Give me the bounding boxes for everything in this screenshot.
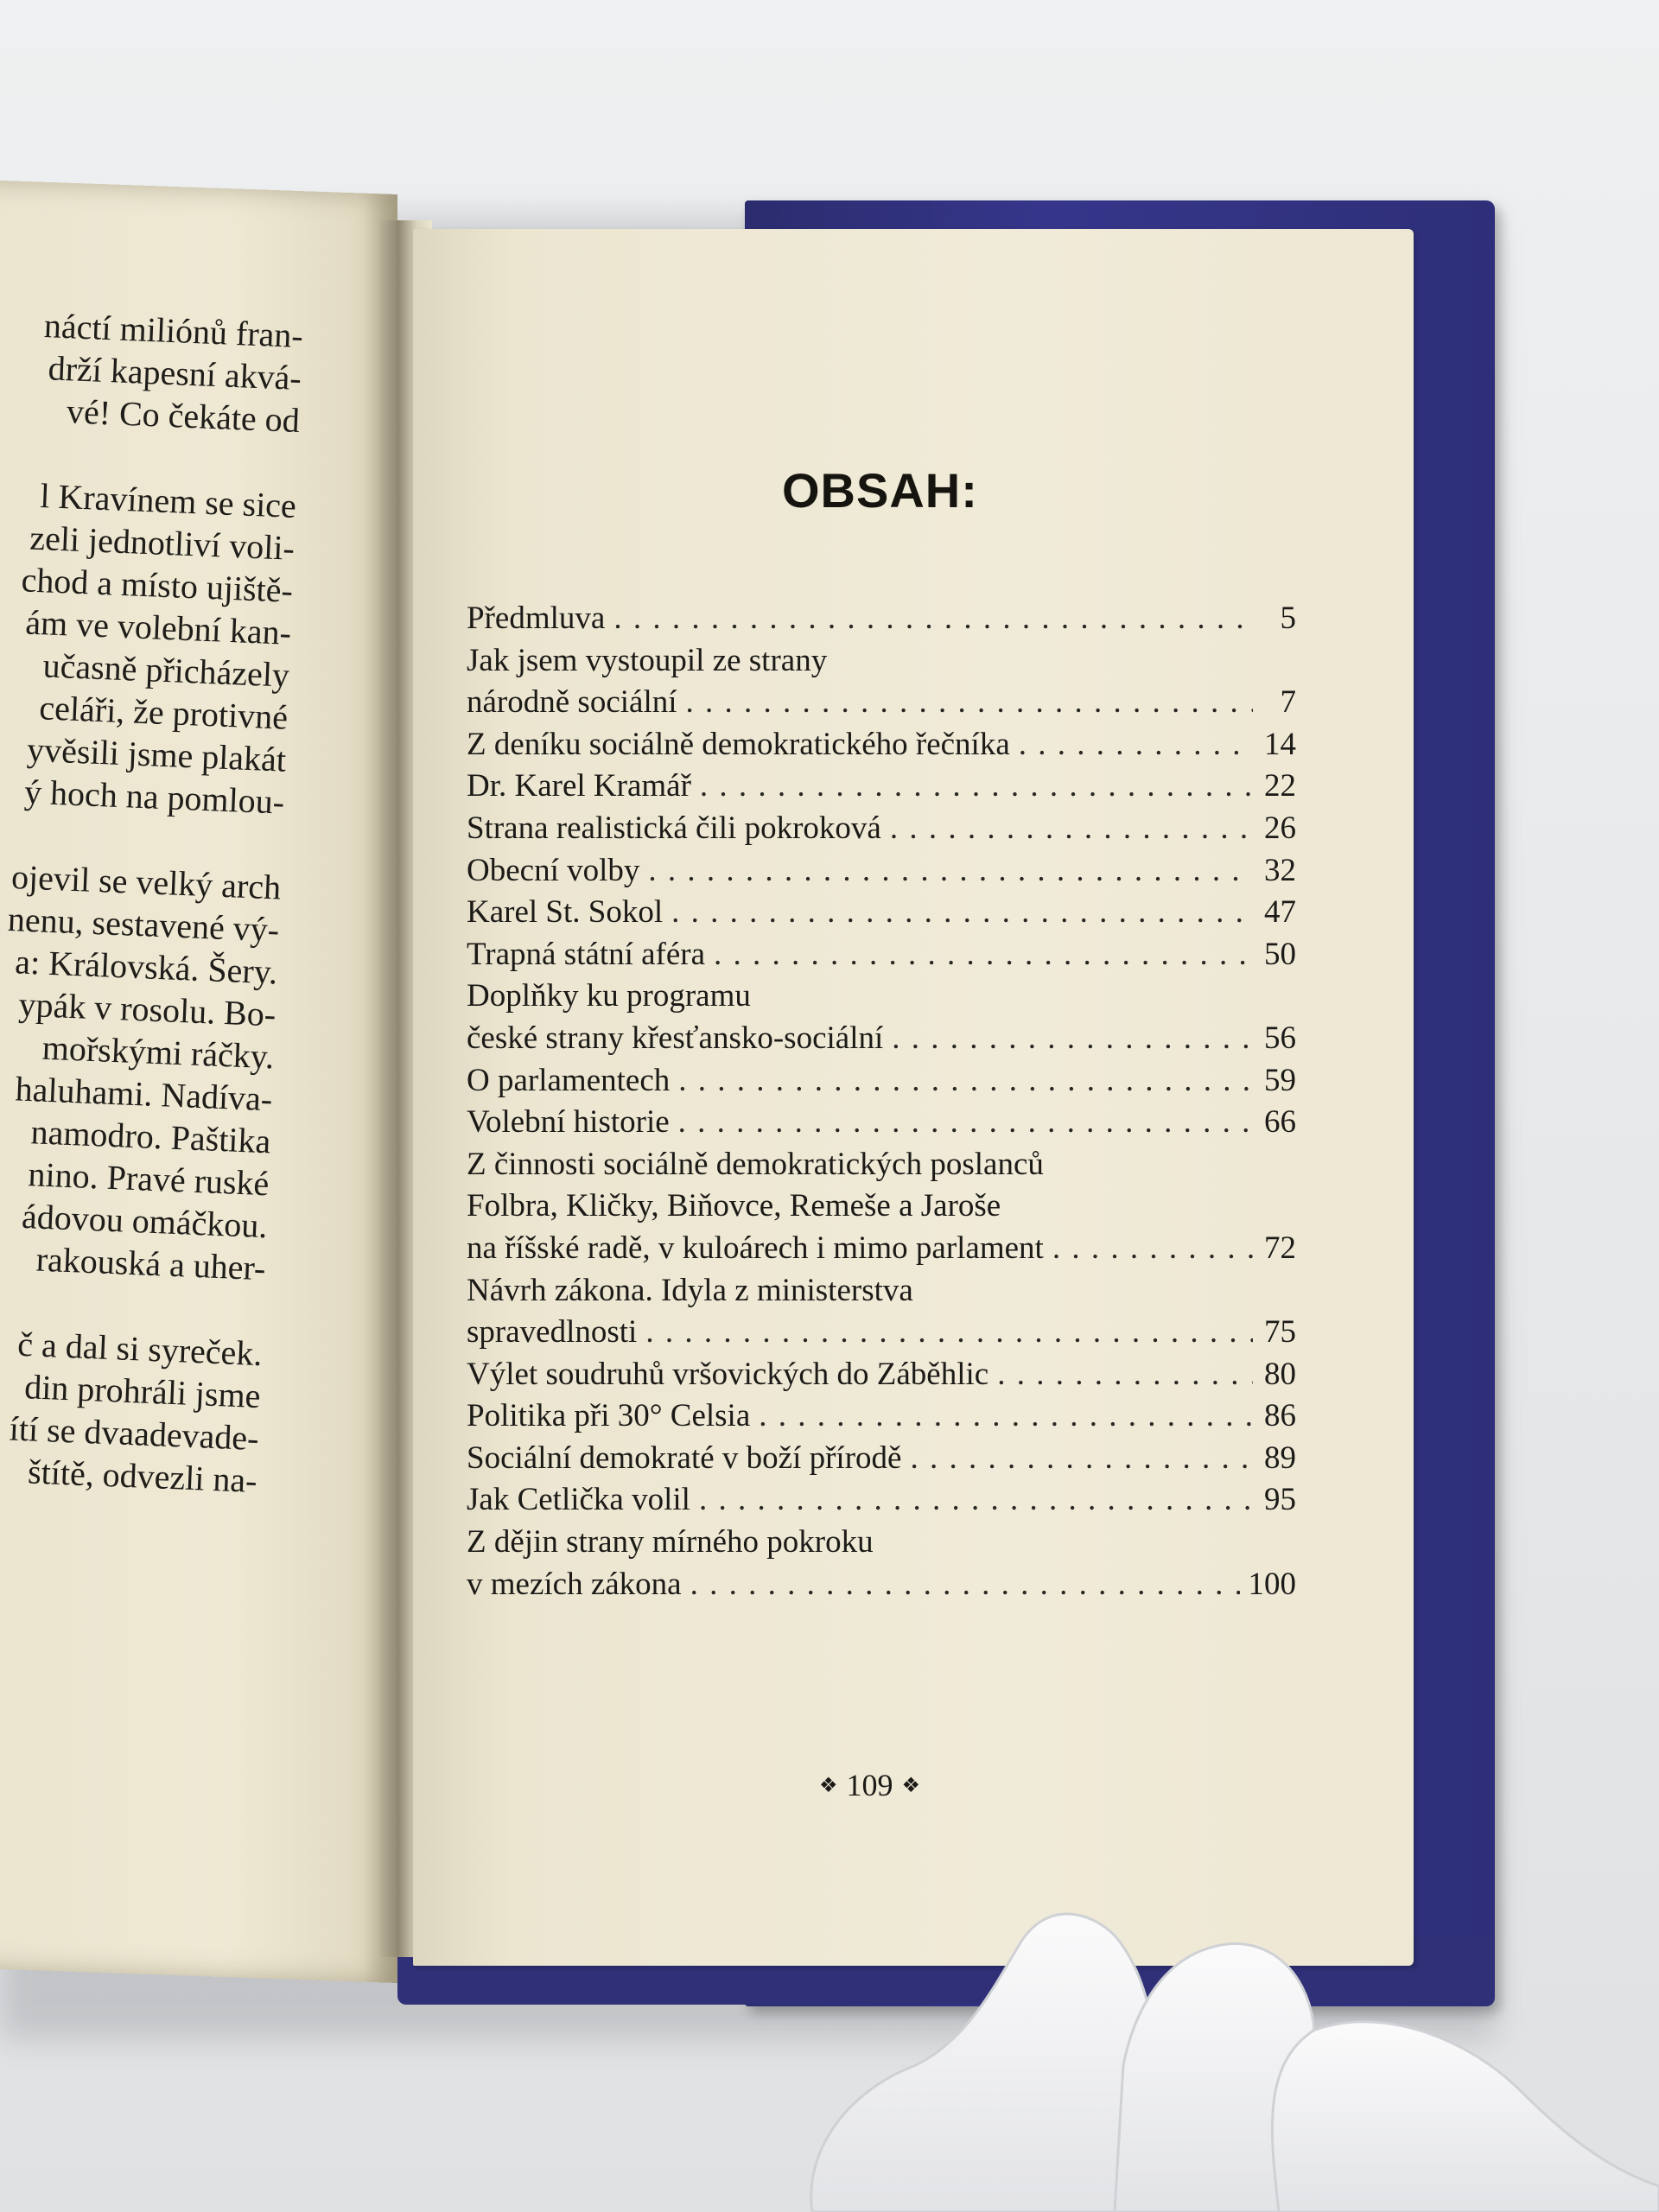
toc-entry	[467, 724, 1296, 766]
toc-entry	[467, 682, 1296, 724]
toc-entry-page: 26	[1264, 810, 1296, 846]
toc-entry-title: Výlet soudruhů vršovických do Záběhlic	[467, 1356, 989, 1392]
toc-entry	[467, 1228, 1296, 1270]
toc-entry-page: 14	[1264, 726, 1296, 762]
toc-entry-title: spravedlnosti	[467, 1314, 638, 1351]
toc-entry	[467, 892, 1296, 934]
ornament-right-icon: ❖	[901, 1774, 921, 1797]
toc-leader-dots	[648, 850, 1253, 893]
toc-entry-page: 22	[1264, 768, 1296, 804]
left-page-line: haluhami. Nadíva-	[14, 1069, 274, 1119]
toc-leader-dots	[1052, 1228, 1253, 1270]
toc-entry-title: Politika při 30° Celsia	[467, 1398, 751, 1434]
toc-entry-page: 7	[1280, 684, 1296, 721]
toc-entry-page: 66	[1264, 1104, 1296, 1141]
toc-entry	[467, 1060, 1296, 1103]
toc-leader-dots	[686, 682, 1254, 724]
toc-heading: OBSAH:	[782, 463, 978, 518]
toc-entry	[467, 1438, 1296, 1480]
toc-entry-page: 95	[1264, 1482, 1296, 1518]
toc-entry	[467, 598, 1296, 640]
toc-entry	[467, 1144, 1296, 1186]
left-page-line: l Kravínem se sice	[39, 476, 297, 525]
toc-entry	[467, 1479, 1296, 1522]
left-page-line: celáři, že protivné	[38, 688, 289, 737]
toc-entry	[467, 850, 1296, 893]
left-page-line: nenu, sestavené vý-	[7, 899, 281, 950]
left-page-line: din prohráli jsme	[23, 1367, 262, 1416]
toc-entry-title: Z dějin strany mírného pokroku	[467, 1524, 874, 1560]
page-number-value: 109	[846, 1768, 893, 1802]
toc-leader-dots	[671, 892, 1253, 934]
toc-entry-page: 47	[1264, 894, 1296, 931]
toc-entry-title: Sociální demokraté v boží přírodě	[467, 1440, 902, 1476]
toc-entry-title: v mezích zákona	[467, 1566, 682, 1602]
toc-leader-dots	[690, 1564, 1240, 1606]
left-page-line: č a dal si syreček.	[16, 1324, 264, 1374]
left-page-line: ádovou omáčkou.	[21, 1196, 269, 1246]
left-page-line: drží kapesní akvá-	[47, 348, 302, 398]
toc-leader-dots	[645, 1312, 1253, 1354]
toc-leader-dots	[910, 1438, 1253, 1480]
toc-entry	[467, 640, 1296, 683]
toc-entry	[467, 1354, 1296, 1396]
left-page-text	[0, 302, 304, 1502]
toc-entry-page: 56	[1264, 1020, 1296, 1056]
toc-entry-title: české strany křesťansko-sociální	[467, 1020, 884, 1056]
toc-entry-title: Doplňky ku programu	[467, 978, 751, 1014]
left-page-line: zeli jednotliví voli-	[29, 518, 296, 568]
toc-leader-dots	[700, 766, 1253, 808]
left-page-line: vé! Co čekáte od	[66, 391, 301, 441]
toc-leader-dots	[678, 1060, 1253, 1103]
toc-leader-dots	[997, 1354, 1253, 1396]
toc-entry	[467, 808, 1296, 850]
toc-entry-title: Z činnosti sociálně demokratických poslanců	[467, 1146, 1044, 1182]
left-page-line: štítě, odvezli na-	[27, 1452, 258, 1501]
toc-entry-title: Z deníku sociálně demokratického řečníka	[467, 726, 1010, 762]
toc-entry	[467, 1564, 1296, 1606]
toc-leader-dots	[613, 598, 1253, 640]
toc-entry-page: 59	[1264, 1062, 1296, 1098]
toc-entry	[467, 1395, 1296, 1438]
toc-entry-page: 80	[1264, 1356, 1296, 1392]
left-page-line: a: Královská. Šery.	[14, 942, 279, 992]
toc-entry-title: Jak Cetlička volil	[467, 1482, 690, 1518]
toc-entry-page: 50	[1264, 936, 1296, 972]
left-page-line: rakouská a uher-	[35, 1239, 267, 1288]
toc-entry-title: národně sociální	[467, 684, 677, 721]
toc-entry-page: 100	[1248, 1566, 1296, 1602]
left-page-line: ítí se dvaadevade-	[9, 1408, 260, 1459]
toc-entry-title: na říšské radě, v kuloárech i mimo parlament	[467, 1230, 1044, 1266]
toc-entry-title: Trapná státní aféra	[467, 936, 706, 972]
left-page-line: ypák v rosolu. Bo-	[17, 984, 277, 1034]
left-page-line: mořskými ráčky.	[41, 1027, 276, 1077]
toc-entry-title: Obecní volby	[467, 852, 640, 888]
glove-thumb	[811, 1914, 1158, 2212]
toc-entry-title: Jak jsem vystoupil ze strany	[467, 642, 828, 678]
left-page-line: yvěsili jsme plakát	[26, 729, 287, 779]
left-page-line: ám ve volební kan-	[24, 602, 292, 652]
left-page-line: ojevil se velký arch	[10, 857, 282, 907]
left-page-line: učasně přicházely	[41, 645, 290, 695]
toc-entry	[467, 976, 1296, 1018]
toc-entry-title: Předmluva	[467, 601, 606, 636]
toc-entry-page: 86	[1264, 1398, 1296, 1434]
toc-entry	[467, 766, 1296, 808]
toc-entry	[467, 1018, 1296, 1060]
page-number	[819, 1767, 920, 1803]
toc-entry-title: Karel St. Sokol	[467, 894, 664, 931]
toc-entry-title: Dr. Karel Kramář	[467, 768, 691, 804]
toc-entry-page: 89	[1264, 1440, 1296, 1476]
toc-leader-dots	[1019, 724, 1253, 766]
toc-entry-page: 32	[1264, 852, 1296, 888]
toc-entry	[467, 1185, 1296, 1228]
gloved-hand	[709, 1806, 1659, 2212]
toc-leader-dots	[678, 1102, 1253, 1144]
toc-entry-title: O parlamentech	[467, 1062, 671, 1098]
left-page-line: chod a místo ujiště-	[20, 560, 294, 610]
toc-leader-dots	[890, 808, 1253, 850]
toc-entry	[467, 934, 1296, 976]
toc-entry-title: Návrh zákona. Idyla z ministerstva	[467, 1272, 913, 1308]
toc-entry-page: 5	[1280, 601, 1296, 636]
toc-entry-title: Strana realistická čili pokroková	[467, 810, 881, 846]
toc-entry	[467, 1270, 1296, 1313]
toc-leader-dots	[892, 1018, 1253, 1060]
toc-entry-page: 72	[1264, 1230, 1296, 1266]
toc-entry-title: Folbra, Kličky, Biňovce, Remeše a Jaroše	[467, 1188, 1001, 1224]
toc-entry	[467, 1522, 1296, 1564]
left-page-line: nino. Pravé ruské	[27, 1154, 270, 1204]
ornament-left-icon: ❖	[819, 1774, 838, 1797]
left-page-line: ý hoch na pomlou-	[23, 772, 285, 822]
left-page-line: náctí miliónů fran-	[43, 306, 304, 356]
toc-entry	[467, 1312, 1296, 1354]
toc-leader-dots	[759, 1395, 1253, 1438]
toc-list	[467, 598, 1296, 1605]
left-page-line: namodro. Paštika	[29, 1112, 272, 1161]
toc-leader-dots	[714, 934, 1253, 976]
toc-entry-title: Volební historie	[467, 1104, 670, 1141]
glove-palm	[1272, 2022, 1659, 2212]
toc-entry-page: 75	[1264, 1314, 1296, 1351]
toc-leader-dots	[699, 1479, 1253, 1522]
toc-entry	[467, 1102, 1296, 1144]
